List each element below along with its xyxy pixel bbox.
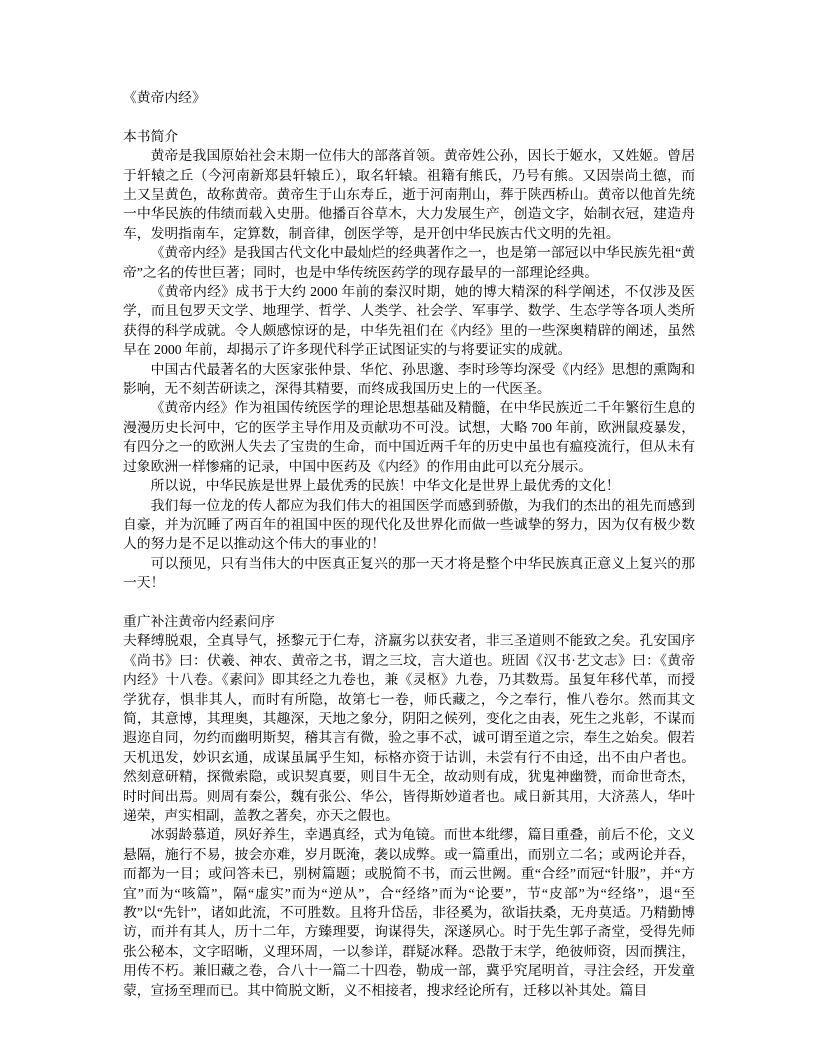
preface-paragraph-2: 冰弱龄慕道，夙好养生，幸遇真经，式为龟镜。而世本纰缪，篇目重叠，前后不伦，文义悬隔，施行不易，披会亦难，岁月既淹，袭以成弊。或一篇重出，而别立二名；或两论并吞，而都为一目；或问答未已，别树篇题；或脱简不书，而云世阙。重“合经”而冠“针服”，并“方宜”而为“咳篇”，隔“虚实”而为“逆从”，合“经络”而为“论要”，节“皮部”为“经络”，退“至教”以“先针”，诸如此流，不可胜数。且将升岱岳，非径奚为，欲诣扶桑，无舟莫适。乃精勤博访，而并有其人，历十二年，方臻理要，询谋得失，深遂夙心。时于先生郭子斋堂，受得先师张公秘本，文字昭晰，义理环周，一以参详，群疑冰释。恐散于末学，绝彼师资，因而撰注，用传不朽。兼旧藏之卷，合八十一篇二十四卷，勒成一部，冀乎究尾明首，寻注会经，开发童蒙，宣扬至理而已。其中简脱文断，义不相接者，搜求经论所有，迁移以补其处。篇目	[123, 827, 695, 998]
preface-paragraph-1: 夫释缚脱艰，全真导气，拯黎元于仁寿，济羸劣以获安者，非三圣道则不能致之矣。孔安国序《尚书》曰：伏羲、神农、黄帝之书，谓之三坟，言大道也。班固《汉书·艺文志》曰：《黄帝内经》十八卷。《素问》即其经之九卷也，兼《灵枢》九卷，乃其数焉。虽复年移代革，而授学犹存，惧非其人，而时有所隐，故第七一卷，师氏藏之，今之奉行，惟八卷尔。然而其文简，其意博，其理奥，其趣深，天地之象分，阴阳之候列，变化之由表，死生之兆彰，不谋而遐迩自同，勿约而幽明斯契，稽其言有微，验之事不忒，诚可谓至道之宗，奉生之始矣。假若天机迅发，妙识玄通，成谋虽属乎生知，标格亦资于诂训，未尝有行不由迳，出不由户者也。然刻意研精，探微索隐，或识契真要，则目牛无全，故动则有成，犹鬼神幽赞，而命世奇杰，时时间出焉。则周有秦公，魏有张公、华公，皆得斯妙道者也。咸日新其用，大济蒸人，华叶递荣，声实相副，盖教之著矣，亦天之假也。	[123, 633, 695, 823]
intro-paragraph-7: 我们每一位龙的传人都应为我们伟大的祖国医学而感到骄傲，为我们的杰出的祖先而感到自豪，并为沉睡了两百年的祖国中医的现代化及世界化而做一些诚挚的努力，因为仅有极少数人的努力是不足以推动这个伟大的事业的！	[123, 497, 695, 552]
intro-heading: 本书简介	[123, 128, 179, 144]
intro-paragraph-1: 黄帝是我国原始社会末期一位伟大的部落首领。黄帝姓公孙，因长于姬水，又姓姬。曾居于轩辕之丘（今河南新郑县轩辕丘），取名轩辕。祖籍有熊氏，乃号有熊。又因崇尚土德，而土又呈黄色，故称黄帝。黄帝生于山东寿丘，逝于河南荆山，葬于陕西桥山。黄帝以他首先统一中华民族的伟绩而载入史册。他播百谷草木，大力发展生产，创造文字，始制衣冠，建造舟车，发明指南车，定算数，制音律，创医学等，是开创中华民族古代文明的先祖。	[123, 148, 695, 241]
intro-paragraph-4: 中国古代最著名的大医家张仲景、华佗、孙思邈、李时珍等均深受《内经》思想的熏陶和影响，无不刻苦研读之，深得其精要，而终成我国历史上的一代医圣。	[123, 361, 695, 397]
intro-paragraph-2: 《黄帝内经》是我国古代文化中最灿烂的经典著作之一，也是第一部冠以中华民族先祖“黄帝”之名的传世巨著；同时，也是中华传统医药学的现存最早的一部理论经典。	[123, 245, 695, 280]
document-title: 《黄帝内经》	[123, 90, 206, 105]
intro-paragraph-6: 所以说，中华民族是世界上最优秀的民族！中华文化是世界上最优秀的文化！	[150, 478, 620, 494]
intro-paragraph-5: 《黄帝内经》作为祖国传统医学的理论思想基础及精髓，在中华民族近二千年繁衍生息的漫漫历史长河中，它的医学主导作用及贡献功不可没。试想，大略 700 年前，欧洲鼠疫暴发，有四分之一的欧洲人失去了宝贵的生命，而中国近两千年的历史中虽也有瘟疫流行，但从未有过象欧洲一样惨痛的记录，中国中医药及《内经》的作用由此可以充分展示。	[123, 400, 695, 474]
preface-heading: 重广补注黄帝内经素问序	[123, 613, 275, 629]
intro-paragraph-8: 可以预见，只有当伟大的中医真正复兴的那一天才将是整个中华民族真正意义上复兴的那一天！	[123, 555, 695, 591]
document-content	[123, 88, 695, 1000]
intro-paragraph-3: 《黄帝内经》成书于大约 2000 年前的秦汉时期，她的博大精深的科学阐述，不仅涉及医学，而且包罗天文学、地理学、哲学、人类学、社会学、军事学、数学、生态学等各项人类所获得的科学成就。令人颇感惊讶的是，中华先祖们在《内经》里的一些深奥精辟的阐述，虽然早在 2000 年前，却揭示了许多现代科学正试图证实的与将要证实的成就。	[123, 284, 695, 358]
